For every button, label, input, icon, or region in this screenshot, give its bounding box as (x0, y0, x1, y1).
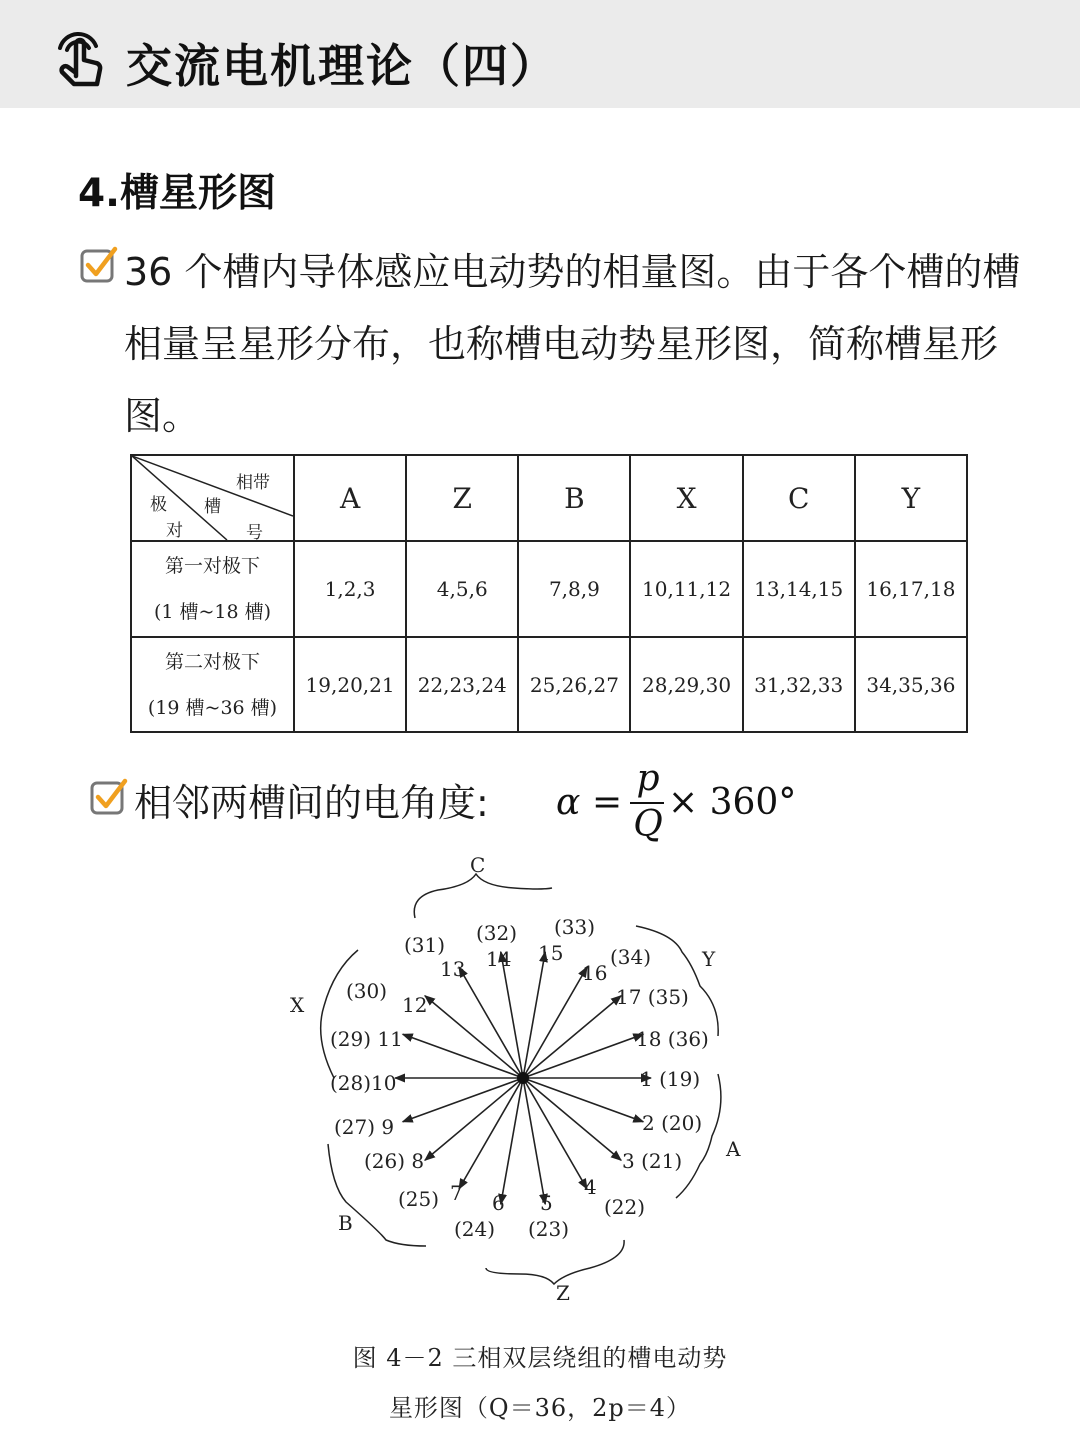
slot-label: (25) (398, 1187, 440, 1211)
brace-z (486, 1240, 624, 1284)
slot-label: (27) 9 (334, 1115, 395, 1139)
formula-alpha: α (556, 782, 581, 823)
slot-label: (23) (528, 1217, 570, 1241)
column-header: X (630, 455, 742, 541)
figure-caption-line2: 星形图（Q＝36，2p＝4） (388, 1394, 692, 1422)
table-cell: 19,20,21 (294, 637, 406, 732)
row-header (131, 637, 294, 732)
table-cell: 10,11,12 (630, 541, 742, 637)
slot-label: 12 (402, 993, 428, 1017)
row-header-line: 第二对极下 (164, 650, 260, 673)
slot-phase-table (130, 454, 968, 733)
column-header: A (294, 455, 406, 541)
phasor-arrow (523, 996, 621, 1078)
slot-label: 13 (440, 957, 466, 981)
slot-label: (32) (476, 921, 518, 945)
table-cell: 16,17,18 (855, 541, 967, 637)
checkbox-checked-icon (90, 778, 128, 816)
brace-c (414, 874, 552, 918)
slot-label: 18 (36) (636, 1027, 709, 1051)
slot-star-diagram (280, 846, 780, 1306)
phasor-arrow (403, 1078, 523, 1122)
formula-numerator: p (636, 758, 660, 799)
header-bar (0, 0, 1080, 108)
table-cell: 31,32,33 (743, 637, 855, 732)
phase-label-a: A (726, 1137, 741, 1161)
phasor-arrow (523, 1078, 643, 1122)
row-header-line: 第一对极下 (164, 555, 260, 577)
slot-label: 4 (584, 1175, 597, 1199)
page-title: 交流电机理论（四） (126, 39, 558, 93)
corner-label-pole: 极 (150, 495, 167, 515)
phasor-arrow (425, 1078, 523, 1160)
slot-label: (26) 8 (364, 1149, 425, 1173)
slot-label: (33) (554, 915, 596, 939)
table-row (131, 637, 967, 732)
slot-label: (28)10 (330, 1071, 397, 1095)
table-cell: 34,35,36 (855, 637, 967, 732)
column-header: Y (855, 455, 967, 541)
table-cell: 28,29,30 (630, 637, 742, 732)
section-title: 4.槽星形图 (78, 171, 276, 216)
checkbox-checked-icon (80, 246, 118, 284)
center-point (517, 1072, 529, 1084)
slot-label: 17 (35) (616, 985, 689, 1009)
row-header-line: (1 槽~18 槽) (153, 601, 272, 623)
phasor-arrow (523, 1078, 621, 1160)
row-header-line: (19 槽~36 槽) (147, 696, 278, 719)
phase-label-x: X (290, 993, 305, 1017)
table-row (131, 541, 967, 637)
slot-label: 2 (20) (642, 1111, 703, 1135)
phasor-arrow (523, 1034, 643, 1078)
slot-label: 3 (21) (622, 1149, 683, 1173)
brace-a (676, 1074, 721, 1198)
touch-hand-icon (50, 26, 108, 88)
brace-x (321, 950, 358, 1078)
bullet-text-2: 相邻两槽间的电角度: (134, 781, 489, 825)
corner-label-phase-band: 相带 (236, 473, 270, 493)
table-cell: 4,5,6 (406, 541, 518, 637)
column-header: C (743, 455, 855, 541)
table-cell: 1,2,3 (294, 541, 406, 637)
phase-label-z: Z (556, 1281, 570, 1305)
formula-multiplier: × 360° (668, 782, 797, 823)
slot-label: (29) 11 (330, 1027, 403, 1051)
slot-label: 7 (450, 1181, 463, 1205)
table-corner-cell (131, 455, 294, 541)
slot-label: 15 (538, 941, 564, 965)
column-header: Z (406, 455, 518, 541)
table-cell: 22,23,24 (406, 637, 518, 732)
formula-denominator: Q (633, 804, 663, 845)
table-cell: 13,14,15 (743, 541, 855, 637)
slot-label: (22) (604, 1195, 646, 1219)
slot-label: (30) (346, 979, 388, 1003)
formula-equals: = (592, 782, 623, 823)
brace-y (636, 926, 718, 1036)
slot-label: 16 (582, 961, 608, 985)
corner-label-slot: 槽 (204, 497, 221, 517)
phase-label-y: Y (702, 947, 716, 971)
slot-label: 1 (19) (640, 1067, 701, 1091)
column-header: B (518, 455, 630, 541)
slot-label: (34) (610, 945, 652, 969)
slot-label: (31) (404, 933, 446, 957)
phasor-arrow (403, 1034, 523, 1078)
table-cell: 7,8,9 (518, 541, 630, 637)
figure-caption-line1: 图 4－2 三相双层绕组的槽电动势 (352, 1344, 728, 1372)
slot-label: 5 (540, 1191, 553, 1215)
table-cell: 25,26,27 (518, 637, 630, 732)
row-header (131, 541, 294, 637)
phase-label-c: C (470, 853, 486, 877)
slot-label: 6 (492, 1191, 505, 1215)
corner-label-number: 号 (246, 523, 263, 543)
bullet-paragraph-1: 36 个槽内导体感应电动势的相量图。由于各个槽的槽相量呈星形分布，也称槽电动势星形图，简称槽星形图。 (124, 250, 1021, 438)
corner-label-pair: 对 (166, 521, 183, 541)
slot-label: 14 (486, 947, 512, 971)
phase-label-b: B (338, 1211, 353, 1235)
slot-label: (24) (454, 1217, 496, 1241)
phasor-arrow (425, 996, 523, 1078)
